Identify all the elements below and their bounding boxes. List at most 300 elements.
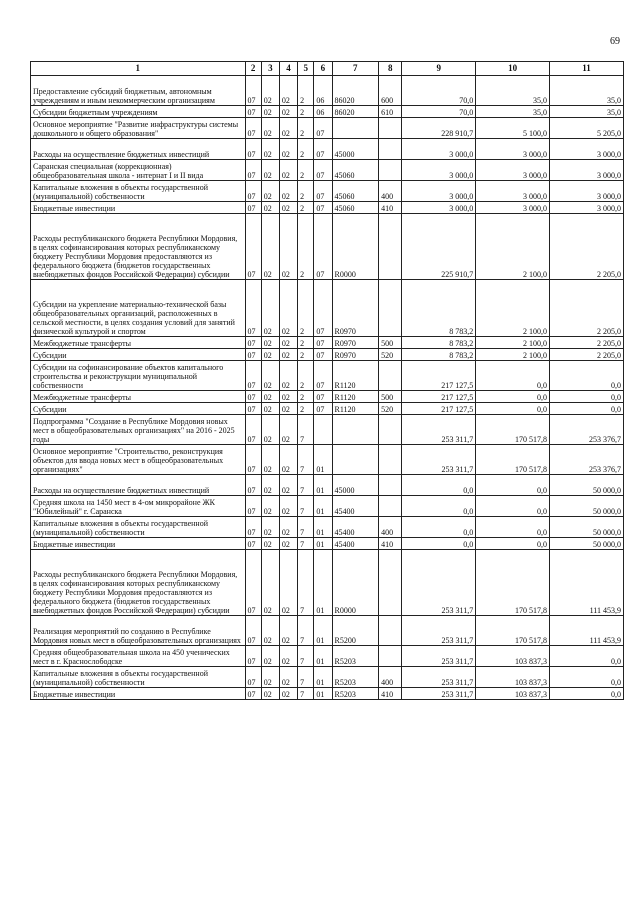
cell-expense-type [379, 475, 402, 496]
cell-subprogram: 7 [298, 550, 314, 616]
cell-program: 02 [279, 160, 297, 181]
cell-amount-year2: 170 517,8 [476, 550, 550, 616]
row-name-cell: Субсидии [31, 403, 246, 415]
cell-program: 02 [279, 475, 297, 496]
cell-amount-year3: 35,0 [550, 76, 624, 106]
cell-expense-type [379, 415, 402, 445]
cell-direction: R0000 [332, 550, 379, 616]
cell-amount-year3: 2 205,0 [550, 337, 624, 349]
cell-section: 07 [245, 202, 261, 214]
cell-measure: 06 [314, 106, 332, 118]
budget-table [30, 61, 624, 700]
cell-amount-year1: 8 783,2 [402, 337, 476, 349]
cell-section: 07 [245, 106, 261, 118]
cell-program: 02 [279, 403, 297, 415]
cell-expense-type: 410 [379, 538, 402, 550]
row-name-cell: Субсидии на софинансирование объектов капитального строительства и реконструкции муниципальной собственности [31, 361, 246, 391]
cell-direction: 45400 [332, 517, 379, 538]
cell-expense-type: 600 [379, 76, 402, 106]
cell-amount-year3: 3 000,0 [550, 139, 624, 160]
cell-subsection: 02 [261, 415, 279, 445]
table-row [31, 475, 624, 496]
cell-program: 02 [279, 517, 297, 538]
cell-subprogram: 7 [298, 517, 314, 538]
cell-subsection: 02 [261, 445, 279, 475]
cell-direction: 45060 [332, 160, 379, 181]
cell-subprogram: 2 [298, 202, 314, 214]
cell-amount-year2: 3 000,0 [476, 139, 550, 160]
row-name-cell: Субсидии бюджетным учреждениям [31, 106, 246, 118]
row-name-cell: Расходы республиканского бюджета Республики Мордовия, в целях софинансирования которых республиканскому бюджету Республики Мордовия предоставляются из федерального бюджета (бюджетов государственных внебюджетных фондов Российской Федерации) субсидии [31, 550, 246, 616]
cell-amount-year3: 3 000,0 [550, 202, 624, 214]
cell-direction: 45000 [332, 475, 379, 496]
cell-amount-year2: 2 100,0 [476, 337, 550, 349]
row-name-cell: Субсидии на укрепление материально-технической базы общеобразовательных организаций, расположенных в сельской местности, в целях создания условий для занятий физической культурой и спортом [31, 280, 246, 337]
cell-subprogram: 7 [298, 445, 314, 475]
cell-amount-year2: 170 517,8 [476, 445, 550, 475]
row-name-cell: Капитальные вложения в объекты государственной (муниципальной) собственности [31, 517, 246, 538]
cell-direction [332, 445, 379, 475]
cell-subprogram: 2 [298, 106, 314, 118]
cell-amount-year2: 35,0 [476, 106, 550, 118]
header-cell: 6 [314, 62, 332, 76]
cell-expense-type [379, 280, 402, 337]
row-name-cell: Бюджетные инвестиции [31, 538, 246, 550]
cell-expense-type [379, 160, 402, 181]
cell-program: 02 [279, 337, 297, 349]
cell-amount-year2: 0,0 [476, 517, 550, 538]
row-name-cell: Расходы на осуществление бюджетных инвестиций [31, 139, 246, 160]
cell-amount-year2: 3 000,0 [476, 181, 550, 202]
cell-program: 02 [279, 214, 297, 280]
cell-measure: 01 [314, 496, 332, 517]
header-cell: 11 [550, 62, 624, 76]
table-row [31, 361, 624, 391]
header-cell: 8 [379, 62, 402, 76]
cell-measure: 07 [314, 118, 332, 139]
cell-program: 02 [279, 646, 297, 667]
row-name-cell: Подпрограмма "Создание в Республике Мордовия новых мест в общеобразовательных организациях" на 2016 - 2025 годы [31, 415, 246, 445]
cell-section: 07 [245, 391, 261, 403]
cell-expense-type [379, 139, 402, 160]
cell-amount-year2: 170 517,8 [476, 415, 550, 445]
cell-subsection: 02 [261, 688, 279, 700]
table-row [31, 202, 624, 214]
cell-measure: 07 [314, 202, 332, 214]
cell-amount-year2: 35,0 [476, 76, 550, 106]
cell-amount-year1: 217 127,5 [402, 403, 476, 415]
cell-amount-year2: 0,0 [476, 496, 550, 517]
cell-measure: 01 [314, 646, 332, 667]
cell-amount-year3: 2 205,0 [550, 349, 624, 361]
cell-amount-year1: 225 910,7 [402, 214, 476, 280]
cell-amount-year1: 3 000,0 [402, 202, 476, 214]
cell-expense-type [379, 646, 402, 667]
cell-section: 07 [245, 280, 261, 337]
cell-section: 07 [245, 667, 261, 688]
cell-amount-year3: 3 000,0 [550, 181, 624, 202]
cell-amount-year2: 3 000,0 [476, 160, 550, 181]
cell-program: 02 [279, 202, 297, 214]
cell-subprogram: 2 [298, 76, 314, 106]
row-name-cell: Межбюджетные трансферты [31, 391, 246, 403]
cell-expense-type [379, 550, 402, 616]
header-cell: 9 [402, 62, 476, 76]
cell-amount-year2: 103 837,3 [476, 646, 550, 667]
cell-measure: 07 [314, 361, 332, 391]
cell-expense-type: 400 [379, 517, 402, 538]
cell-section: 07 [245, 139, 261, 160]
cell-program: 02 [279, 415, 297, 445]
cell-direction: R0970 [332, 280, 379, 337]
cell-subprogram: 7 [298, 667, 314, 688]
cell-amount-year3: 0,0 [550, 688, 624, 700]
cell-direction: R1120 [332, 361, 379, 391]
cell-measure: 07 [314, 139, 332, 160]
cell-section: 07 [245, 445, 261, 475]
cell-program: 02 [279, 76, 297, 106]
cell-expense-type: 410 [379, 688, 402, 700]
table-row [31, 181, 624, 202]
table-header-row [31, 62, 624, 76]
cell-amount-year1: 8 783,2 [402, 349, 476, 361]
cell-direction: R1120 [332, 403, 379, 415]
cell-section: 07 [245, 688, 261, 700]
header-cell: 4 [279, 62, 297, 76]
cell-subprogram: 7 [298, 496, 314, 517]
cell-amount-year2: 2 100,0 [476, 214, 550, 280]
cell-expense-type [379, 118, 402, 139]
row-name-cell: Капитальные вложения в объекты государственной (муниципальной) собственности [31, 667, 246, 688]
cell-amount-year2: 2 100,0 [476, 349, 550, 361]
cell-direction: 45000 [332, 139, 379, 160]
cell-amount-year3: 111 453,9 [550, 616, 624, 646]
cell-amount-year1: 253 311,7 [402, 616, 476, 646]
table-body [31, 76, 624, 700]
cell-direction: 45400 [332, 496, 379, 517]
cell-direction: 86020 [332, 106, 379, 118]
cell-subsection: 02 [261, 181, 279, 202]
table-row [31, 337, 624, 349]
cell-amount-year2: 0,0 [476, 538, 550, 550]
header-cell: 10 [476, 62, 550, 76]
row-name-cell: Бюджетные инвестиции [31, 202, 246, 214]
cell-subprogram: 2 [298, 181, 314, 202]
cell-subprogram: 7 [298, 475, 314, 496]
table-row [31, 214, 624, 280]
cell-expense-type: 610 [379, 106, 402, 118]
cell-direction: 86020 [332, 76, 379, 106]
cell-amount-year2: 5 100,0 [476, 118, 550, 139]
row-name-cell: Субсидии [31, 349, 246, 361]
table-row [31, 118, 624, 139]
cell-subprogram: 2 [298, 337, 314, 349]
cell-amount-year3: 50 000,0 [550, 517, 624, 538]
cell-amount-year3: 5 205,0 [550, 118, 624, 139]
cell-amount-year1: 253 311,7 [402, 550, 476, 616]
cell-amount-year1: 253 311,7 [402, 688, 476, 700]
cell-expense-type: 400 [379, 667, 402, 688]
cell-measure: 06 [314, 76, 332, 106]
cell-section: 07 [245, 181, 261, 202]
cell-subprogram: 2 [298, 160, 314, 181]
table-row [31, 160, 624, 181]
table-row [31, 280, 624, 337]
cell-section: 07 [245, 403, 261, 415]
cell-subprogram: 2 [298, 361, 314, 391]
cell-measure: 07 [314, 391, 332, 403]
cell-expense-type [379, 214, 402, 280]
cell-measure: 01 [314, 445, 332, 475]
cell-section: 07 [245, 160, 261, 181]
cell-measure: 01 [314, 616, 332, 646]
cell-measure [314, 415, 332, 445]
cell-program: 02 [279, 688, 297, 700]
table-row [31, 550, 624, 616]
table-row [31, 616, 624, 646]
cell-subsection: 02 [261, 646, 279, 667]
cell-amount-year2: 0,0 [476, 391, 550, 403]
cell-amount-year1: 0,0 [402, 475, 476, 496]
cell-amount-year3: 50 000,0 [550, 475, 624, 496]
page-number: 69 [610, 36, 620, 47]
cell-amount-year1: 228 910,7 [402, 118, 476, 139]
cell-direction: R0000 [332, 214, 379, 280]
cell-amount-year2: 0,0 [476, 475, 550, 496]
cell-subprogram: 2 [298, 214, 314, 280]
cell-subsection: 02 [261, 550, 279, 616]
cell-measure: 07 [314, 349, 332, 361]
cell-program: 02 [279, 538, 297, 550]
cell-amount-year3: 253 376,7 [550, 445, 624, 475]
cell-direction: 45400 [332, 538, 379, 550]
cell-amount-year1: 0,0 [402, 496, 476, 517]
cell-amount-year2: 2 100,0 [476, 280, 550, 337]
cell-amount-year3: 111 453,9 [550, 550, 624, 616]
cell-measure: 01 [314, 550, 332, 616]
cell-amount-year1: 253 311,7 [402, 415, 476, 445]
table-row [31, 415, 624, 445]
cell-direction: R5203 [332, 646, 379, 667]
cell-section: 07 [245, 337, 261, 349]
cell-measure: 07 [314, 403, 332, 415]
cell-amount-year3: 0,0 [550, 667, 624, 688]
cell-direction: R5203 [332, 667, 379, 688]
cell-expense-type [379, 445, 402, 475]
header-cell: 1 [31, 62, 246, 76]
cell-subprogram: 2 [298, 139, 314, 160]
cell-subsection: 02 [261, 160, 279, 181]
cell-amount-year1: 217 127,5 [402, 361, 476, 391]
cell-program: 02 [279, 349, 297, 361]
cell-section: 07 [245, 496, 261, 517]
cell-amount-year1: 8 783,2 [402, 280, 476, 337]
cell-expense-type: 520 [379, 349, 402, 361]
cell-expense-type [379, 496, 402, 517]
cell-amount-year2: 103 837,3 [476, 667, 550, 688]
cell-amount-year3: 0,0 [550, 391, 624, 403]
cell-section: 07 [245, 475, 261, 496]
cell-direction [332, 118, 379, 139]
table-row [31, 106, 624, 118]
cell-subsection: 02 [261, 403, 279, 415]
cell-amount-year1: 253 311,7 [402, 667, 476, 688]
table-row [31, 403, 624, 415]
row-name-cell: Капитальные вложения в объекты государственной (муниципальной) собственности [31, 181, 246, 202]
cell-subprogram: 2 [298, 118, 314, 139]
cell-amount-year2: 0,0 [476, 361, 550, 391]
cell-subprogram: 7 [298, 646, 314, 667]
cell-measure: 07 [314, 280, 332, 337]
cell-amount-year3: 2 205,0 [550, 280, 624, 337]
cell-amount-year2: 0,0 [476, 403, 550, 415]
cell-expense-type: 520 [379, 403, 402, 415]
row-name-cell: Расходы на осуществление бюджетных инвестиций [31, 475, 246, 496]
cell-subsection: 02 [261, 361, 279, 391]
cell-subsection: 02 [261, 202, 279, 214]
cell-expense-type: 500 [379, 391, 402, 403]
cell-subsection: 02 [261, 76, 279, 106]
row-name-cell: Реализация мероприятий по созданию в Республике Мордовия новых мест в общеобразовательных организациях [31, 616, 246, 646]
cell-program: 02 [279, 118, 297, 139]
cell-amount-year2: 3 000,0 [476, 202, 550, 214]
cell-subsection: 02 [261, 106, 279, 118]
cell-direction: R0970 [332, 349, 379, 361]
cell-subsection: 02 [261, 538, 279, 550]
cell-subprogram: 2 [298, 280, 314, 337]
cell-section: 07 [245, 76, 261, 106]
cell-subprogram: 7 [298, 688, 314, 700]
table-row [31, 445, 624, 475]
cell-measure: 07 [314, 337, 332, 349]
table-row [31, 349, 624, 361]
cell-amount-year3: 3 000,0 [550, 160, 624, 181]
cell-amount-year3: 0,0 [550, 403, 624, 415]
table-row [31, 76, 624, 106]
cell-program: 02 [279, 280, 297, 337]
cell-subsection: 02 [261, 214, 279, 280]
cell-section: 07 [245, 118, 261, 139]
cell-section: 07 [245, 349, 261, 361]
cell-measure: 01 [314, 688, 332, 700]
cell-expense-type [379, 616, 402, 646]
cell-measure: 07 [314, 160, 332, 181]
row-name-cell: Средняя школа на 1450 мест в 4-ом микрорайоне ЖК "Юбилейный" г. Саранска [31, 496, 246, 517]
cell-section: 07 [245, 550, 261, 616]
cell-subsection: 02 [261, 391, 279, 403]
table-row [31, 391, 624, 403]
cell-subsection: 02 [261, 118, 279, 139]
header-cell: 3 [261, 62, 279, 76]
cell-amount-year1: 253 311,7 [402, 445, 476, 475]
table-row [31, 139, 624, 160]
row-name-cell: Средняя общеобразовательная школа на 450 ученических мест в г. Краснослободске [31, 646, 246, 667]
cell-amount-year1: 3 000,0 [402, 181, 476, 202]
row-name-cell: Расходы республиканского бюджета Республики Мордовия, в целях софинансирования которых республиканскому бюджету Республики Мордовия предоставляются из федерального бюджета (бюджетов государственных внебюджетных фондов Российской Федерации) субсидии [31, 214, 246, 280]
cell-amount-year1: 217 127,5 [402, 391, 476, 403]
cell-amount-year1: 70,0 [402, 106, 476, 118]
table-row [31, 646, 624, 667]
cell-subprogram: 2 [298, 403, 314, 415]
header-cell: 5 [298, 62, 314, 76]
row-name-cell: Саранская специальная (коррекционная) общеобразовательная школа - интернат I и II вида [31, 160, 246, 181]
cell-section: 07 [245, 517, 261, 538]
cell-program: 02 [279, 106, 297, 118]
cell-amount-year1: 0,0 [402, 517, 476, 538]
cell-measure: 01 [314, 475, 332, 496]
cell-direction: R5203 [332, 688, 379, 700]
row-name-cell: Бюджетные инвестиции [31, 688, 246, 700]
table-row [31, 517, 624, 538]
cell-program: 02 [279, 361, 297, 391]
cell-subprogram: 2 [298, 391, 314, 403]
cell-amount-year2: 170 517,8 [476, 616, 550, 646]
cell-direction: R0970 [332, 337, 379, 349]
cell-section: 07 [245, 616, 261, 646]
cell-section: 07 [245, 361, 261, 391]
cell-amount-year3: 35,0 [550, 106, 624, 118]
table-row [31, 688, 624, 700]
cell-program: 02 [279, 616, 297, 646]
cell-subsection: 02 [261, 280, 279, 337]
cell-program: 02 [279, 496, 297, 517]
cell-subprogram: 7 [298, 616, 314, 646]
cell-amount-year3: 2 205,0 [550, 214, 624, 280]
cell-program: 02 [279, 445, 297, 475]
cell-subprogram: 2 [298, 349, 314, 361]
cell-amount-year3: 50 000,0 [550, 538, 624, 550]
cell-subsection: 02 [261, 337, 279, 349]
cell-amount-year3: 0,0 [550, 646, 624, 667]
cell-measure: 01 [314, 538, 332, 550]
cell-program: 02 [279, 181, 297, 202]
cell-subprogram: 7 [298, 538, 314, 550]
cell-program: 02 [279, 139, 297, 160]
row-name-cell: Межбюджетные трансферты [31, 337, 246, 349]
cell-subsection: 02 [261, 349, 279, 361]
cell-program: 02 [279, 667, 297, 688]
row-name-cell: Предоставление субсидий бюджетным, автономным учреждениям и иным некоммерческим организациям [31, 76, 246, 106]
cell-subsection: 02 [261, 139, 279, 160]
table-row [31, 538, 624, 550]
cell-subsection: 02 [261, 496, 279, 517]
cell-section: 07 [245, 646, 261, 667]
cell-subsection: 02 [261, 616, 279, 646]
cell-amount-year1: 253 311,7 [402, 646, 476, 667]
cell-subsection: 02 [261, 667, 279, 688]
cell-subsection: 02 [261, 475, 279, 496]
cell-expense-type: 500 [379, 337, 402, 349]
cell-amount-year1: 70,0 [402, 76, 476, 106]
cell-program: 02 [279, 550, 297, 616]
cell-section: 07 [245, 214, 261, 280]
cell-measure: 01 [314, 517, 332, 538]
row-name-cell: Основное мероприятие "Развитие инфраструктуры системы дошкольного и общего образования" [31, 118, 246, 139]
cell-direction [332, 415, 379, 445]
cell-subsection: 02 [261, 517, 279, 538]
cell-amount-year1: 3 000,0 [402, 160, 476, 181]
table-row [31, 496, 624, 517]
cell-expense-type: 400 [379, 181, 402, 202]
cell-amount-year2: 103 837,3 [476, 688, 550, 700]
cell-amount-year3: 0,0 [550, 361, 624, 391]
cell-measure: 07 [314, 214, 332, 280]
cell-direction: R1120 [332, 391, 379, 403]
cell-section: 07 [245, 538, 261, 550]
cell-expense-type [379, 361, 402, 391]
cell-section: 07 [245, 415, 261, 445]
table-row [31, 667, 624, 688]
